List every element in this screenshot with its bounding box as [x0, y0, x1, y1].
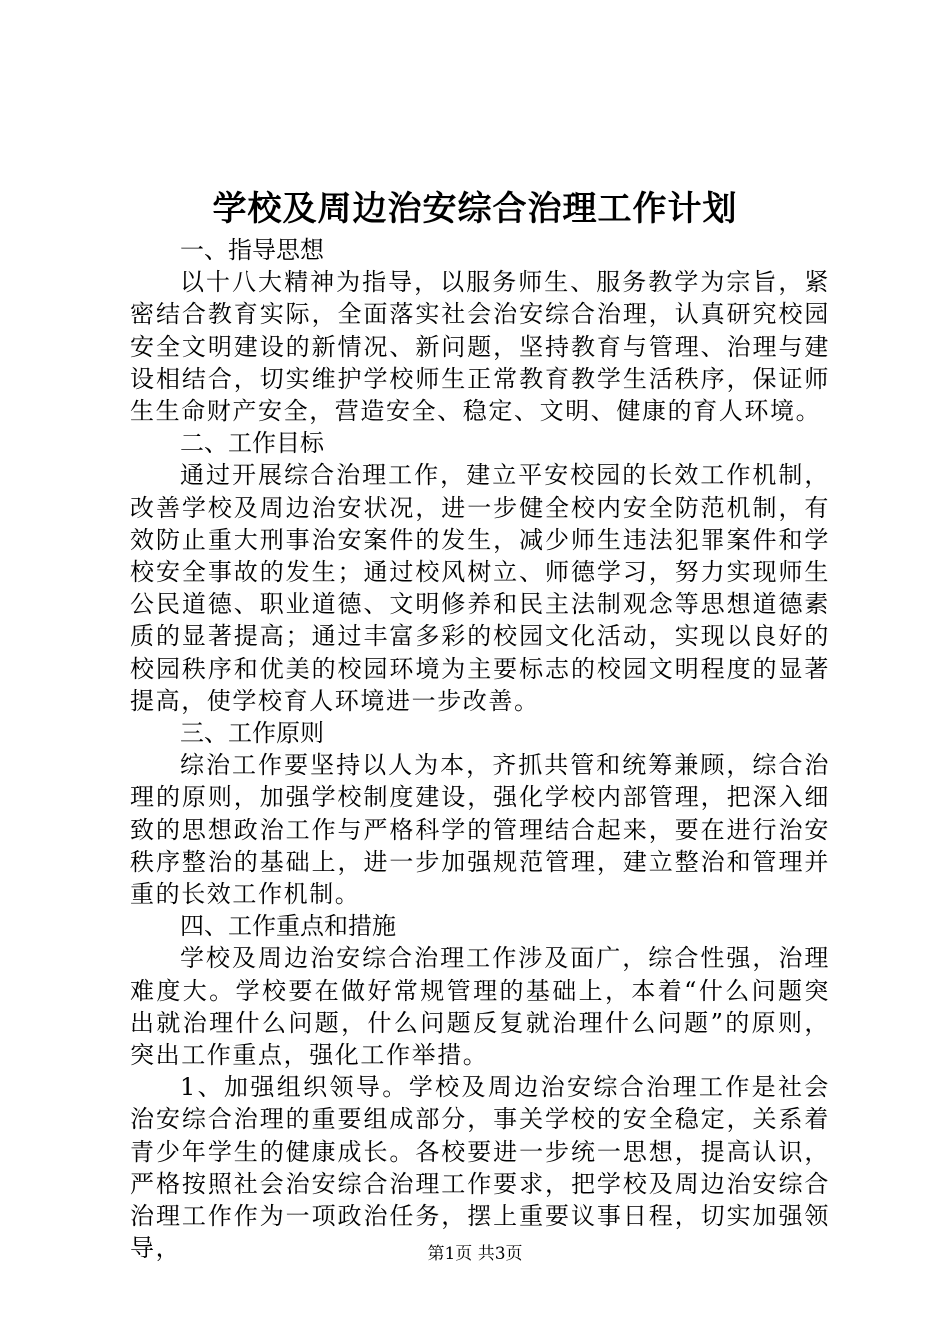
page-number-footer: 第1页 共3页: [427, 1244, 523, 1264]
section-paragraph: 学校及周边治安综合治理工作涉及面广，综合性强，治理难度大。学校要在做好常规管理的基础上，本着“什么问题突出就治理什么问题，什么问题反复就治理什么问题”的原则，突出工作重点，强化工作举措。: [130, 944, 830, 1070]
section-paragraph: 综治工作要坚持以人为本，齐抓共管和统筹兼顾，综合治理的原则，加强学校制度建设，强化学校内部管理，把深入细致的思想政治工作与严格科学的管理结合起来，要在进行治安秩序整治的基础上，进一步加强规范管理，建立整治和管理并重的长效工作机制。: [130, 751, 830, 909]
section-heading: 二、工作目标: [180, 429, 324, 458]
section-heading: 三、工作原则: [180, 719, 324, 748]
section-paragraph: 以十八大精神为指导，以服务师生、服务教学为宗旨，紧密结合教育实际，全面落实社会治安综合治理，认真研究校园安全文明建设的新情况、新问题，坚持教育与管理、治理与建设相结合，切实维护学校师生正常教育教学生活秩序，保证师生生命财产安全，营造安全、稳定、文明、健康的育人环境。: [130, 268, 830, 426]
document-body: [130, 234, 830, 1265]
section-paragraph: 通过开展综合治理工作，建立平安校园的长效工作机制，改善学校及周边治安状况，进一步健全校内安全防范机制，有效防止重大刑事治安案件的发生，减少师生违法犯罪案件和学校安全事故的发生；通过校风树立、师德学习，努力实现师生公民道德、职业道德、文明修养和民主法制观念等思想道德素质的显著提高；通过丰富多彩的校园文化活动，实现以良好的校园秩序和优美的校园环境为主要标志的校园文明程度的显著提高，使学校育人环境进一步改善。: [130, 461, 830, 715]
section-heading: 四、工作重点和措施: [180, 912, 396, 941]
section-paragraph: 1、加强组织领导。学校及周边治安综合治理工作是社会治安综合治理的重要组成部分，事关学校的安全稳定，关系着青少年学生的健康成长。各校要进一步统一思想，提高认识，严格按照社会治安综合治理工作要求，把学校及周边治安综合治理工作作为一项政治任务，摆上重要议事日程，切实加强领导，: [130, 1073, 830, 1263]
document-title: 学校及周边治安综合治理工作计划: [212, 189, 738, 229]
section-heading: 一、指导思想: [180, 236, 324, 264]
